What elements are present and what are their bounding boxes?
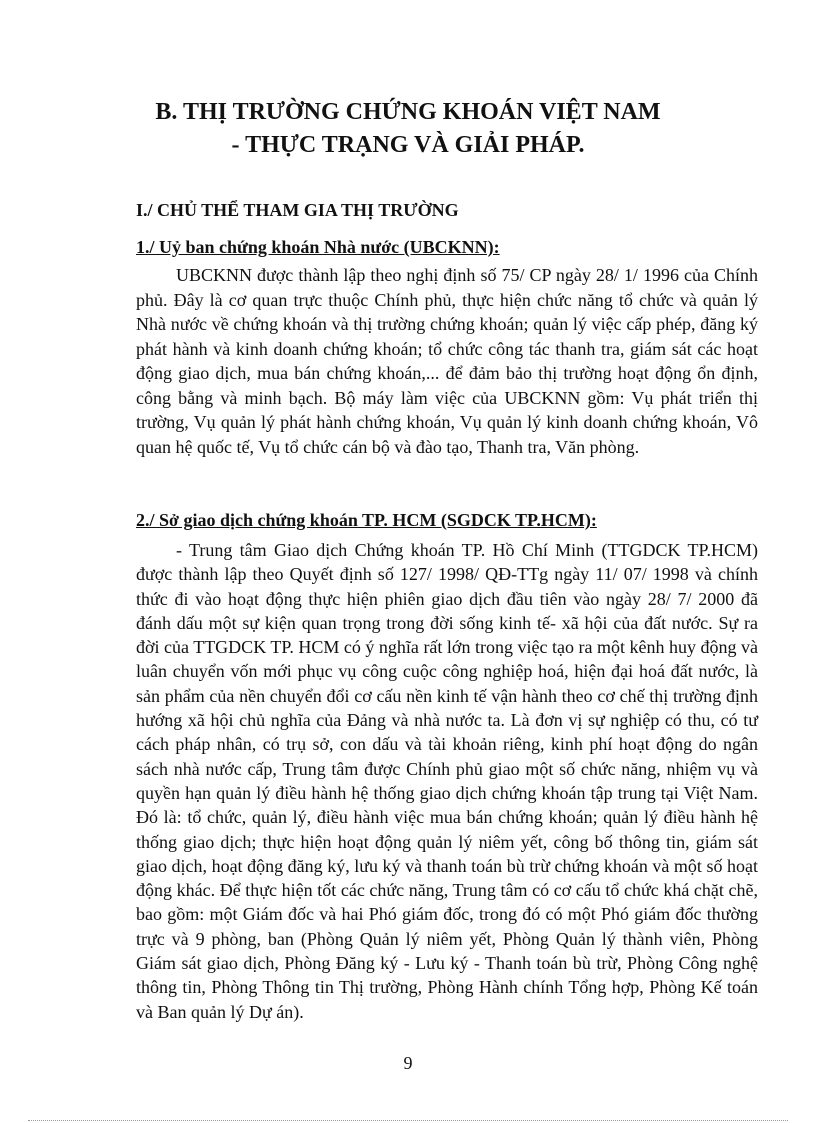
page-number: 9 <box>403 1053 413 1073</box>
title-line-1: B. THỊ TRƯỜNG CHỨNG KHOÁN VIỆT NAM <box>155 99 661 125</box>
subsection-2-heading: 2./ Sở giao dịch chứng khoán TP. HCM (SGDCK TP.HCM): <box>136 510 597 530</box>
section-heading: I./ CHỦ THỂ THAM GIA THỊ TRƯỜNG <box>136 200 459 220</box>
subsection-1-paragraph <box>136 263 758 459</box>
subsection-2-paragraph <box>136 538 758 1024</box>
document-title <box>120 96 696 162</box>
title-line-2: - THỰC TRẠNG VÀ GIẢI PHÁP. <box>231 132 585 158</box>
subsection-2-text: - Trung tâm Giao dịch Chứng khoán TP. Hồ Chí Minh (TTGDCK TP.HCM) được thành lập theo Quyết định số 127/ 1998/ QĐ-TTg ngày 11/ 07/ 1998 và chính thức đi vào hoạt động thực hiện phiên giao dịch đầu tiên vào ngày 28/ 7/ 2000 đã đánh dấu một sự kiện quan trọng trong đời sống kinh tế- xã hội của đất nước. Sự ra đời của TTGDCK TP. HCM có ý nghĩa rất lớn trong việc tạo ra một kênh huy động và luân chuyển vốn mới phục vụ công cuộc công nghiệp hoá, hiện đại hoá đất nước, là sản phẩm của nền chuyển đổi cơ cấu nền kinh tế vận hành theo cơ chế thị trường định hướng xã hội chủ nghĩa của Đảng và nhà nước ta. Là đơn vị sự nghiệp có thu, có tư cách pháp nhân, có trụ sở, con dấu và tài khoản riêng, kinh phí hoạt động do ngân sách nhà nước cấp, Trung tâm được Chính phủ giao một số chức năng, nhiệm vụ và quyền hạn quản lý điều hành hệ thống giao dịch chứng khoán tập trung tại Việt Nam. Đó là: tổ chức, quản lý, điều hành việc mua bán chứng khoán; quản lý điều hành hệ thống giao dịch; thực hiện hoạt động quản lý niêm yết, công bố thông tin, giám sát giao dịch, hoạt động đăng ký, lưu ký và thanh toán bù trừ chứng khoán và một số hoạt động khác. Để thực hiện tốt các chức năng, Trung tâm có cơ cấu tổ chức khá chặt chẽ, bao gồm: một Giám đốc và hai Phó giám đốc, trong đó có một Phó giám đốc thường trực và 9 phòng, ban (Phòng Quản lý niêm yết, Phòng Quản lý thành viên, Phòng Giám sát giao dịch, Phòng Đăng ký - Lưu ký - Thanh toán bù trừ, Phòng Công nghệ thông tin, Phòng Thông tin Thị trường, Phòng Hành chính Tổng hợp, Phòng Kế toán và Ban quản lý Dự án). <box>136 540 758 1022</box>
subsection-1-heading: 1./ Uỷ ban chứng khoán Nhà nước (UBCKNN): <box>136 237 500 257</box>
subsection-1-text: UBCKNN được thành lập theo nghị định số 75/ CP ngày 28/ 1/ 1996 của Chính phủ. Đây là cơ quan trực thuộc Chính phủ, thực hiện chức năng tổ chức và quản lý Nhà nước về chứng khoán và thị trường chứng khoán; quản lý việc cấp phép, đăng ký phát hành và kinh doanh chứng khoán; tổ chức công tác thanh tra, giám sát các hoạt động giao dịch, mua bán chứng khoán,... để đảm bảo thị trường hoạt động ổn định, công bằng và minh bạch. Bộ máy làm việc của UBCKNN gồm: Vụ phát triển thị trường, Vụ quản lý phát hành chứng khoán, Vụ quản lý kinh doanh chứng khoán, Vô quan hệ quốc tế, Vụ tổ chức cán bộ và đào tạo, Thanh tra, Văn phòng. <box>136 265 758 457</box>
footer-divider <box>28 1120 788 1121</box>
